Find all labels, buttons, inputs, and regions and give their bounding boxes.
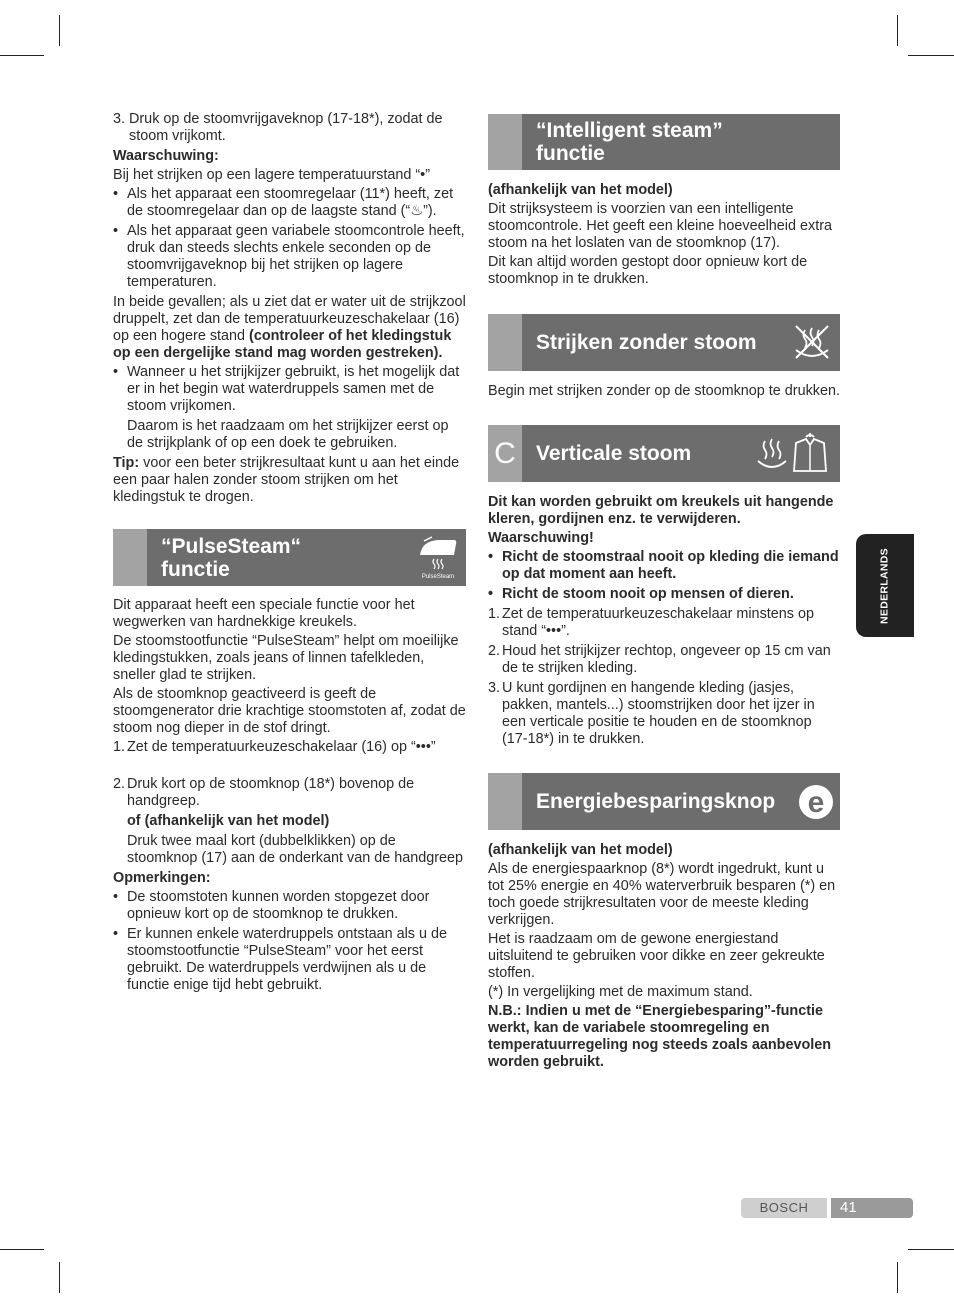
paragraph: Het is raadzaam om de gewone energiestand uitsluitend te gebruiken voor dikke en zeer gekreukte stoffen. bbox=[488, 931, 825, 981]
crop-mark bbox=[897, 15, 898, 46]
section-header-intelligent-steam bbox=[488, 114, 840, 170]
step-2-alt: Druk twee maal kort (dubbelklikken) op de stoomknop (17) aan de onderkant van de handgreep bbox=[127, 833, 464, 866]
svg-text:PulseSteam: PulseSteam bbox=[421, 574, 455, 580]
paragraph: In beide gevallen; als u ziet dat er water uit de strijkzool druppelt, zet dan de temperatuurkeuzeschakelaar (16) op een hogere stand (controleer of het kledingstuk op een dergelijke stand mag worden gestreken). bbox=[113, 294, 466, 361]
paragraph: Als de stoomknop geactiveerd is geeft de stoomgenerator drie krachtige stoomstoten af, zodat de stoom nog dieper in de stof dringt. bbox=[113, 686, 466, 736]
paragraph: Dit kan worden gebruikt om kreukels uit hangende kleren, gordijnen enz. te verwijderen. bbox=[488, 494, 834, 527]
list-item: • Als het apparaat geen variabele stoomcontrole heeft, druk dan steeds slechts enkele seconden op de stoomvrijgaveknop bij het strijken op lagere temperaturen. bbox=[113, 223, 465, 290]
section-header-vertical-steam bbox=[488, 425, 840, 482]
left-column bbox=[113, 111, 466, 997]
list-item: • Richt de stoom nooit op mensen of dieren. bbox=[488, 586, 794, 602]
warning-label: Waarschuwing: bbox=[113, 148, 219, 164]
step-3: 3. U kunt gordijnen en hangende kleding (jasjes, pakken, mantels...) stoomstrijken door het ijzer in een verticale positie te houden en de stoomknop (17-18*) in te drukken. bbox=[488, 680, 815, 747]
vertical-steam-icon bbox=[754, 431, 834, 476]
section-header-energy-saving bbox=[488, 773, 840, 830]
crop-mark bbox=[59, 1262, 60, 1293]
crop-mark bbox=[908, 55, 954, 56]
language-tab: NEDERLANDS bbox=[856, 534, 914, 637]
list-item: • Wanneer u het strijkijzer gebruikt, is het mogelijk dat er in het begin wat waterdruppels samen met de stoom vrijkomen. bbox=[113, 364, 460, 414]
crop-mark bbox=[0, 55, 44, 56]
section-title: Strijken zonder stoom bbox=[536, 331, 757, 354]
paragraph: Dit kan altijd worden gestopt door opnieuw kort de stoomknop in te drukken. bbox=[488, 254, 808, 287]
step-2-or: of (afhankelijk van het model) bbox=[127, 813, 330, 829]
list-item: • Als het apparaat een stoomregelaar (11*) heeft, zet de stoomregelaar dan op de laagste stand (“♨”). bbox=[113, 186, 454, 219]
paragraph: Dit strijksysteem is voorzien van een intelligente stoomcontrole. Het geeft een kleine hoeveelheid extra stoom na het loslaten van de stoomknop (17). bbox=[488, 201, 832, 251]
section-header-pulsesteam bbox=[113, 529, 466, 586]
paragraph: Als de energiespaarknop (8*) wordt ingedrukt, kunt u tot 25% energie en 40% waterverbruik besparen (*) en toch goede strijkresultaten voor de meeste kleding verkrijgen. bbox=[488, 861, 836, 928]
crop-mark bbox=[0, 1249, 44, 1250]
step-2: 2. Druk kort op de stoomknop (18*) bovenop de handgreep. bbox=[113, 776, 415, 809]
remarks-label: Opmerkingen: bbox=[113, 870, 211, 886]
section-tab bbox=[488, 314, 522, 371]
right-column bbox=[488, 114, 840, 1073]
section-tab bbox=[113, 529, 147, 586]
crop-mark bbox=[59, 15, 60, 46]
list-item-continuation: Daarom is het raadzaam om het strijkijzer eerst op de strijkplank of op een doek te gebruiken. bbox=[127, 418, 449, 451]
pulsesteam-iron-icon bbox=[416, 535, 460, 580]
section-title: Energiebesparingsknop bbox=[536, 790, 776, 813]
step-1: 1. Zet de temperatuurkeuzeschakelaar minstens op stand “•••”. bbox=[488, 606, 814, 639]
paragraph: Dit apparaat heeft een speciale functie voor het wegwerken van hardnekkige kreukels. bbox=[113, 597, 415, 630]
warning-text: Bij het strijken op een lagere temperatuurstand “•” bbox=[113, 167, 431, 183]
warning-label: Waarschuwing! bbox=[488, 530, 594, 546]
list-item: • De stoomstoten kunnen worden stopgezet door opnieuw kort op de stoomknop te drukken. bbox=[113, 889, 430, 922]
section-tab-letter: C bbox=[488, 425, 522, 482]
list-item: • Richt de stoomstraal nooit op kleding die iemand op dat moment aan heeft. bbox=[488, 549, 839, 582]
step-2: 2. Houd het strijkijzer rechtop, ongeveer op 15 cm van de te strijken kleding. bbox=[488, 643, 831, 676]
step-1: 1. Zet de temperatuurkeuzeschakelaar (16) op “•••” bbox=[113, 739, 436, 755]
section-title: “PulseSteam“ functie bbox=[161, 534, 302, 581]
footer-brand: BOSCH bbox=[741, 1198, 827, 1218]
section-header-no-steam bbox=[488, 314, 840, 371]
section-tab bbox=[488, 773, 522, 830]
section-title: “Intelligent steam” functie bbox=[536, 119, 723, 165]
step-3: 3. Druk op de stoomvrijgaveknop (17-18*), zodat de stoom vrijkomt. bbox=[113, 111, 443, 144]
no-steam-icon bbox=[790, 320, 834, 365]
section-tab bbox=[488, 114, 522, 170]
paragraph: (*) In vergelijking met de maximum stand. bbox=[488, 984, 753, 1000]
page-number: 41 bbox=[831, 1198, 913, 1218]
model-note: (afhankelijk van het model) bbox=[488, 842, 673, 858]
model-note: (afhankelijk van het model) bbox=[488, 182, 673, 198]
paragraph: De stoomstootfunctie “PulseSteam” helpt om moeilijke kledingstukken, zoals jeans of linnen tafelkleden, sneller glad te strijken. bbox=[113, 633, 459, 683]
section-title: Verticale stoom bbox=[536, 442, 692, 465]
energy-saving-icon bbox=[797, 783, 835, 821]
crop-mark bbox=[908, 1249, 954, 1250]
svg-text:e: e bbox=[807, 786, 825, 819]
crop-mark bbox=[897, 1262, 898, 1293]
list-item: • Er kunnen enkele waterdruppels ontstaan als u de stoomstootfunctie “PulseSteam” voor het eerst gebruikt. De waterdruppels verdwijnen als u de functie enige tijd hebt gebruikt. bbox=[113, 926, 448, 993]
paragraph: Begin met strijken zonder op de stoomknop te drukken. bbox=[488, 383, 840, 399]
tip-paragraph: Tip: voor een beter strijkresultaat kunt u aan het einde een paar halen zonder stoom strijken om het kledingstuk te drogen. bbox=[113, 455, 460, 505]
nb-paragraph: N.B.: Indien u met de “Energiebesparing”-functie werkt, kan de variabele stoomregeling en temperatuurregeling nog steeds zoals aanbevolen worden gebruikt. bbox=[488, 1003, 832, 1070]
